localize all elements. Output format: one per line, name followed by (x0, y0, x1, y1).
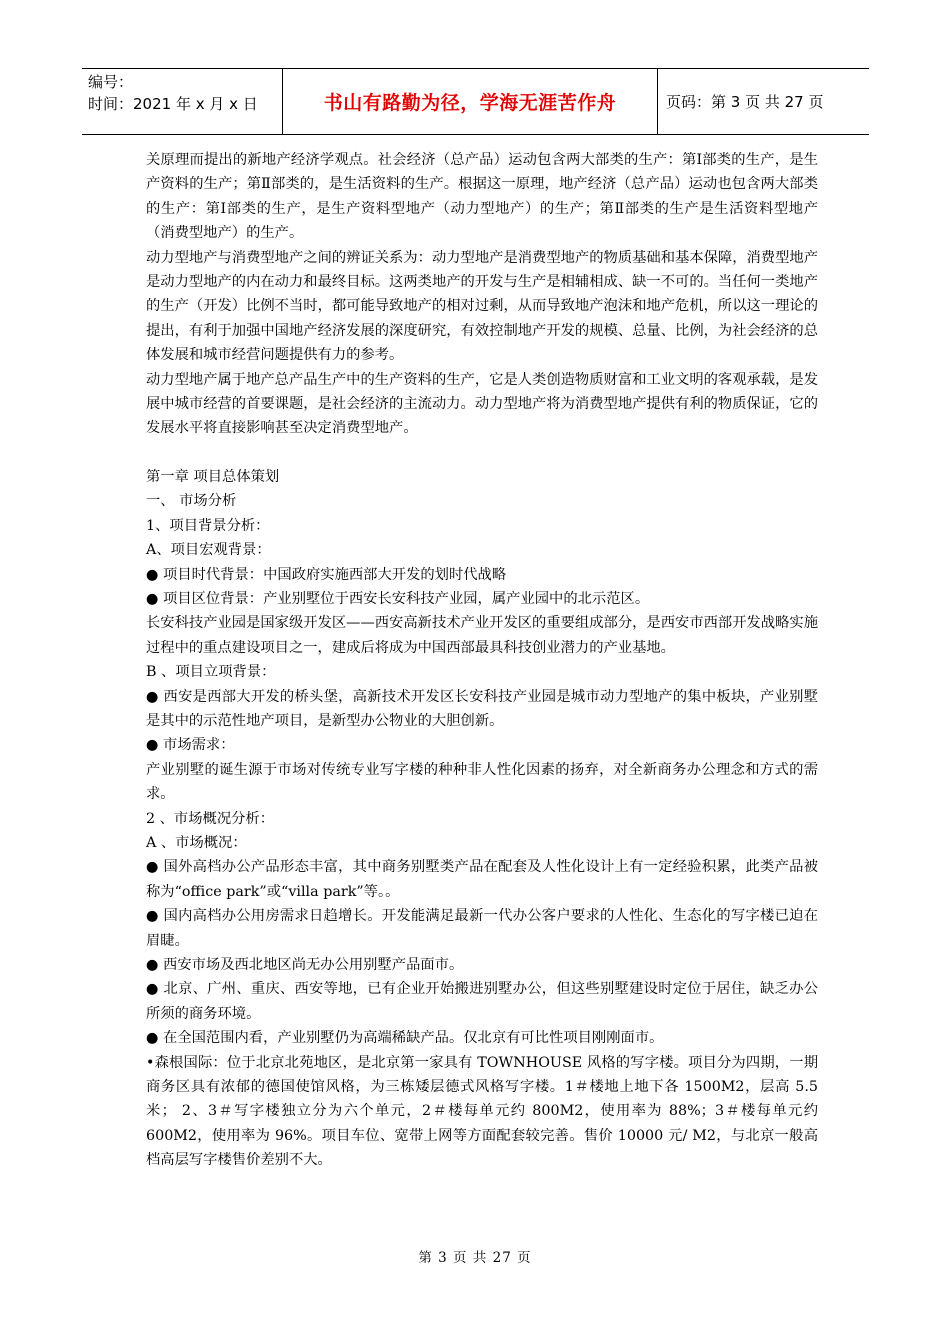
paragraph: 关原理而提出的新地产经济学观点。社会经济（总产品）运动包含两大部类的生产：第Ⅰ部类的生产，是生产资料的生产；第Ⅱ部类的，是生活资料的生产。根据这一原理，地产经济（总产品）运动也包含两大部类的生产：第Ⅰ部类的生产，是生产资料型地产（动力型地产）的生产；第Ⅱ部类的生产是生活资料型地产（消费型地产）的生产。 (146, 152, 818, 242)
paragraph: 产业别墅的诞生源于市场对传统专业写字楼的种种非人性化因素的扬弃，对全新商务办公理念和方式的需求。 (146, 761, 818, 803)
document-body (146, 148, 818, 1173)
bullet-item: ● 国外高档办公产品形态丰富，其中商务别墅类产品在配套及人性化设计上有一定经验积累，此类产品被称为“office park”或“villa park”等。。 (146, 859, 818, 900)
subsection-heading: 1、项目背景分析： (146, 517, 270, 534)
bullet-item: ● 在全国范围内看，产业别墅仍为高端稀缺产品。仅北京有可比性项目刚刚面市。 (146, 1030, 664, 1047)
bullet-item: ● 项目时代背景：中国政府实施西部大开发的划时代战略 (146, 566, 507, 583)
bullet-item: ● 西安市场及西北地区尚无办公用别墅产品面市。 (146, 957, 464, 973)
bullet-item: ● 国内高档办公用房需求日趋增长。开发能满足最新一代办公客户要求的人性化、生态化的写字楼已迫在眉睫。 (146, 908, 818, 949)
serial-number-label: 编号： (88, 73, 134, 91)
subsection-heading: A、项目宏观背景： (146, 542, 271, 559)
chapter-heading: 第一章 项目总体策划 (146, 468, 280, 485)
bullet-item: •森根国际：位于北京北苑地区，是北京第一家具有 TOWNHOUSE 风格的写字楼。项目分为四期，一期商务区具有浓郁的德国使馆风格，为三栋矮层德式风格写字楼。1＃楼地上地下各 1500M2，层高 5.5 米； 2、3＃写字楼独立分为六个单元，2＃楼每单元约 800M2，使用率为 88%；3＃楼每单元约 600M2，使用率为 96%。项目车位、宽带上网等方面配套较完善。售价 10000 元/ M2，与北京一般高档高层写字楼售价差别不大。 (146, 1054, 818, 1169)
bullet-item: ● 西安是西部大开发的桥头堡，高新技术开发区长安科技产业园是城市动力型地产的集中板块，产业别墅是其中的示范性地产项目，是新型办公物业的大胆创新。 (146, 688, 818, 729)
page-header (82, 68, 869, 135)
subsection-heading: 2 、市场概况分析： (146, 810, 275, 827)
subsection-heading: A 、市场概况： (146, 834, 247, 851)
page-footer: 第 3 页 共 27 页 (418, 1250, 532, 1266)
header-meta (88, 71, 278, 115)
paragraph: 动力型地产与消费型地产之间的辨证关系为：动力型地产是消费型地产的物质基础和基本保障，消费型地产是动力型地产的内在动力和最终目标。这两类地产的开发与生产是相辅相成、缺一不可的。当任何一类地产的生产（开发）比例不当时，都可能导致地产的相对过剩，从而导致地产泡沫和地产危机，所以这一理论的提出，有利于加强中国地产经济发展的深度研究，有效控制地产开发的规模、总量、比例，为社会经济的总体发展和城市经营问题提供有力的参考。 (146, 249, 818, 364)
paragraph: 动力型地产属于地产总产品生产中的生产资料的生产，它是人类创造物质财富和工业文明的客观承载，是发展中城市经营的首要课题，是社会经济的主流动力。动力型地产将为消费型地产提供有利的物质保证，它的发展水平将直接影响甚至决定消费型地产。 (146, 371, 818, 437)
header-page-info: 页码：第 3 页 共 27 页 (666, 93, 824, 111)
header-divider (657, 69, 658, 134)
paragraph: 长安科技产业园是国家级开发区——西安高新技术产业开发区的重要组成部分，是西安市西部开发战略实施过程中的重点建设项目之一，建成后将成为中国西部最具科技创业潜力的产业基地。 (146, 615, 818, 656)
blank-line (146, 441, 818, 465)
subsection-heading: B 、项目立项背景： (146, 664, 276, 681)
bullet-item: ● 市场需求： (146, 737, 235, 754)
header-motto: 书山有路勤为径，学海无涯苦作舟 (323, 92, 617, 114)
bullet-item: ● 北京、广州、重庆、西安等地，已有企业开始搬进别墅办公，但这些别墅建设时定位于居住，缺乏办公所须的商务环境。 (146, 981, 818, 1022)
section-heading: 一、 市场分析 (146, 493, 237, 510)
date-label: 时间：2021 年 x 月 x 日 (88, 95, 258, 113)
bullet-item: ● 项目区位背景：产业别墅位于西安长安科技产业园，属产业园中的北示范区。 (146, 590, 650, 607)
